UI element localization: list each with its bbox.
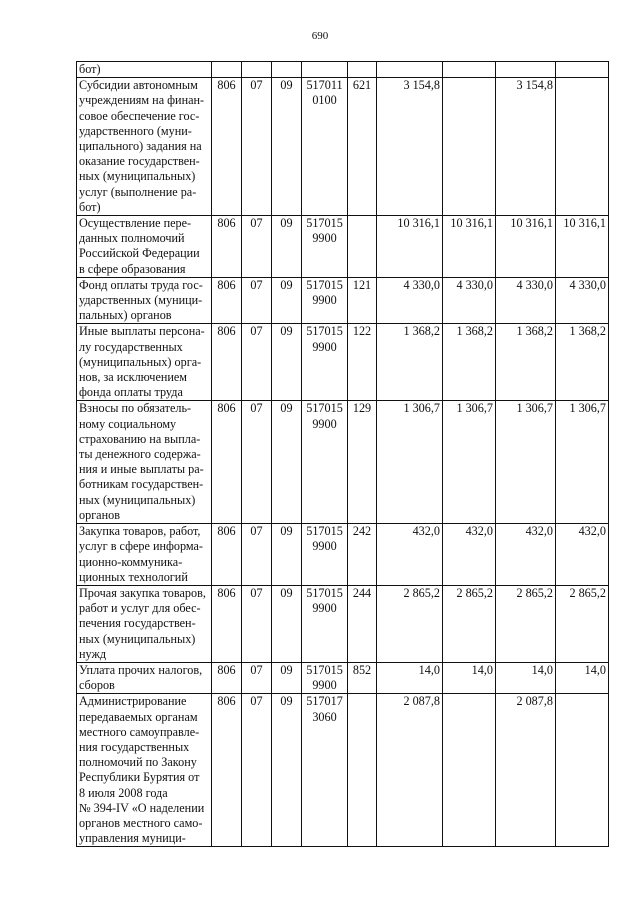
target-article-cell: 517015 9900 [302, 401, 348, 524]
expense-type-cell: 244 [348, 585, 377, 662]
table-row [77, 524, 609, 586]
amount-cell-2: 1 306,7 [443, 401, 496, 524]
amount-cell-1 [377, 62, 443, 78]
target-article-cell [302, 62, 348, 78]
amount-cell-3: 1 306,7 [496, 401, 556, 524]
ved-cell: 806 [212, 277, 242, 324]
expense-type-cell: 129 [348, 401, 377, 524]
amount-cell-2 [443, 78, 496, 216]
subsection-cell: 09 [272, 585, 302, 662]
subsection-cell [272, 62, 302, 78]
section-cell: 07 [242, 585, 272, 662]
table-row [77, 277, 609, 324]
table-row [77, 585, 609, 662]
section-cell: 07 [242, 216, 272, 278]
amount-cell-4: 10 316,1 [556, 216, 609, 278]
target-article-cell: 517015 9900 [302, 585, 348, 662]
subsection-cell: 09 [272, 277, 302, 324]
amount-cell-3: 1 368,2 [496, 324, 556, 401]
amount-cell-3: 2 865,2 [496, 585, 556, 662]
amount-cell-2: 2 865,2 [443, 585, 496, 662]
subsection-cell: 09 [272, 662, 302, 693]
subsection-cell: 09 [272, 324, 302, 401]
row-name-cell: Взносы по обязатель- ному социальному страхованию на выпла- ты денежного содержа- ния и иные выплаты ра- ботникам государствен- ных (муниципальных) органов [77, 401, 212, 524]
subsection-cell: 09 [272, 216, 302, 278]
amount-cell-3: 432,0 [496, 524, 556, 586]
target-article-cell: 517015 9900 [302, 524, 348, 586]
row-name-cell: Иные выплаты персона- лу государственных (муниципальных) орга- нов, за исключением фонда оплаты труда [77, 324, 212, 401]
ved-cell [212, 62, 242, 78]
amount-cell-2 [443, 62, 496, 78]
section-cell: 07 [242, 324, 272, 401]
subsection-cell: 09 [272, 694, 302, 847]
row-name-cell: Субсидии автономным учреждениям на финан- совое обеспечение гос- ударственного (муни- ципального) задания на оказание государствен- ных (муниципальных) услуг (выполнение ра- бот) [77, 78, 212, 216]
row-name-cell: Прочая закупка товаров, работ и услуг для обес- печения государствен- ных (муниципальных) нужд [77, 585, 212, 662]
amount-cell-1: 14,0 [377, 662, 443, 693]
section-cell: 07 [242, 78, 272, 216]
amount-cell-4: 2 865,2 [556, 585, 609, 662]
ved-cell: 806 [212, 694, 242, 847]
ved-cell: 806 [212, 78, 242, 216]
table-row [77, 401, 609, 524]
amount-cell-2: 10 316,1 [443, 216, 496, 278]
row-name-cell: Уплата прочих налогов, сборов [77, 662, 212, 693]
section-cell: 07 [242, 662, 272, 693]
expense-type-cell: 242 [348, 524, 377, 586]
ved-cell: 806 [212, 585, 242, 662]
section-cell [242, 62, 272, 78]
amount-cell-4: 4 330,0 [556, 277, 609, 324]
target-article-cell: 517015 9900 [302, 662, 348, 693]
subsection-cell: 09 [272, 401, 302, 524]
table-row [77, 324, 609, 401]
target-article-cell: 517015 9900 [302, 324, 348, 401]
amount-cell-4: 1 368,2 [556, 324, 609, 401]
row-name-cell: Закупка товаров, работ, услуг в сфере информа- ционно-коммуника- ционных технологий [77, 524, 212, 586]
row-name-cell: Фонд оплаты труда гос- ударственных (муници- пальных) органов [77, 277, 212, 324]
section-cell: 07 [242, 277, 272, 324]
amount-cell-2: 14,0 [443, 662, 496, 693]
amount-cell-3: 10 316,1 [496, 216, 556, 278]
amount-cell-2: 432,0 [443, 524, 496, 586]
section-cell: 07 [242, 524, 272, 586]
ved-cell: 806 [212, 524, 242, 586]
expense-type-cell: 852 [348, 662, 377, 693]
budget-table [76, 61, 609, 847]
expense-type-cell [348, 216, 377, 278]
amount-cell-3: 3 154,8 [496, 78, 556, 216]
target-article-cell: 517017 3060 [302, 694, 348, 847]
ved-cell: 806 [212, 216, 242, 278]
amount-cell-4 [556, 62, 609, 78]
amount-cell-4: 14,0 [556, 662, 609, 693]
table-row [77, 694, 609, 847]
amount-cell-2 [443, 694, 496, 847]
expense-type-cell: 621 [348, 78, 377, 216]
amount-cell-1: 2 087,8 [377, 694, 443, 847]
table-row [77, 62, 609, 78]
amount-cell-3 [496, 62, 556, 78]
target-article-cell: 517015 9900 [302, 277, 348, 324]
amount-cell-1: 432,0 [377, 524, 443, 586]
amount-cell-4 [556, 694, 609, 847]
table-row [77, 216, 609, 278]
subsection-cell: 09 [272, 524, 302, 586]
target-article-cell: 517015 9900 [302, 216, 348, 278]
section-cell: 07 [242, 694, 272, 847]
amount-cell-3: 14,0 [496, 662, 556, 693]
row-name-cell: бот) [77, 62, 212, 78]
amount-cell-1: 2 865,2 [377, 585, 443, 662]
amount-cell-1: 3 154,8 [377, 78, 443, 216]
subsection-cell: 09 [272, 78, 302, 216]
section-cell: 07 [242, 401, 272, 524]
row-name-cell: Администрирование передаваемых органам местного самоуправле- ния государственных полномочий по Закону Республики Бурятия от 8 июля 2008 года № 394-IV «О наделении органов местного само- управления муници- [77, 694, 212, 847]
table-row [77, 662, 609, 693]
ved-cell: 806 [212, 324, 242, 401]
target-article-cell: 517011 0100 [302, 78, 348, 216]
page-number: 690 [311, 30, 329, 42]
expense-type-cell: 121 [348, 277, 377, 324]
amount-cell-4 [556, 78, 609, 216]
amount-cell-1: 1 368,2 [377, 324, 443, 401]
amount-cell-2: 4 330,0 [443, 277, 496, 324]
table-row [77, 78, 609, 216]
amount-cell-3: 4 330,0 [496, 277, 556, 324]
row-name-cell: Осуществление пере- данных полномочий Российской Федерации в сфере образования [77, 216, 212, 278]
amount-cell-1: 1 306,7 [377, 401, 443, 524]
amount-cell-3: 2 087,8 [496, 694, 556, 847]
amount-cell-1: 10 316,1 [377, 216, 443, 278]
ved-cell: 806 [212, 662, 242, 693]
expense-type-cell [348, 62, 377, 78]
amount-cell-2: 1 368,2 [443, 324, 496, 401]
amount-cell-1: 4 330,0 [377, 277, 443, 324]
expense-type-cell [348, 694, 377, 847]
amount-cell-4: 1 306,7 [556, 401, 609, 524]
ved-cell: 806 [212, 401, 242, 524]
amount-cell-4: 432,0 [556, 524, 609, 586]
expense-type-cell: 122 [348, 324, 377, 401]
